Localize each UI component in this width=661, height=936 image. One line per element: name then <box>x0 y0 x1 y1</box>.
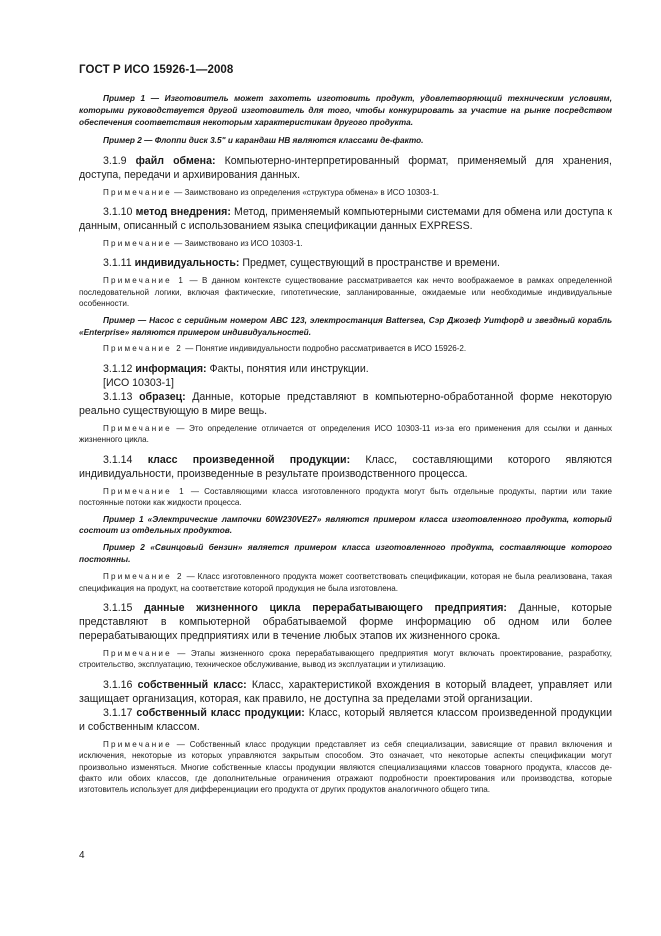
term-3-1-15 <box>79 601 612 643</box>
term-definition: Класс, который является классом произведенной продукции и собственным классом. <box>79 706 612 733</box>
term-name: собственный класс: <box>137 678 247 691</box>
example-2-text: Пример 2 — Флоппи диск 3.5" и карандаш НВ являются классами де-факто. <box>103 134 424 145</box>
note-text: — В данном контексте существование рассматривается как нечто воображаемое в рамках определенной последовательной логики, включая фактические, гипотетические, запланированные, ожидаемые или необходимые индивидуальные особенности. <box>79 276 612 309</box>
standard-header: ГОСТ Р ИСО 15926-1—2008 <box>79 64 234 76</box>
term-3-1-14 <box>79 453 612 481</box>
term-reference: [ИСО 10303-1] <box>103 376 174 389</box>
note-label: Примечание 1 <box>103 276 186 286</box>
term-definition: Факты, понятия или инструкции. <box>209 362 369 375</box>
term-number: 3.1.9 <box>103 154 127 167</box>
term-number: 3.1.10 <box>103 206 133 219</box>
note-1-3-1-14 <box>79 486 612 509</box>
note-2-3-1-11 <box>79 343 612 354</box>
term-name: собственный класс продукции: <box>136 706 305 719</box>
term-number: 3.1.14 <box>103 453 133 466</box>
note-3-1-17 <box>79 739 612 796</box>
page-content <box>79 93 612 796</box>
example-2-3-1-14: Пример 2 «Свинцовый бензин» является примером класса изготовленного продукта, составляющие которого постоянны. <box>79 542 612 565</box>
term-name: информация: <box>135 362 207 375</box>
note-text: — Составляющими класса изготовленного продукта могут быть отдельные продукты, партии или такие постоянные потоки как жидкости процесса. <box>79 486 613 508</box>
term-number: 3.1.13 <box>103 390 133 403</box>
note-text: — Собственный класс продукции представляет из себя специализации, зависящие от правил включения и исключения, некоторые из которых управляются закрытым способом. Это означает, что некоторые аспекты спецификации могут произвольно изменяться. Многие собственные классы продукции являются специализациями классов товарного продукта, классов де-факто или обоих классов, где дополнительные ограничения отражают подробности проектирования или производства, которые изготовитель использует для дифференциации его продукта от других продуктов аналогичного общего типа. <box>79 739 612 795</box>
term-3-1-12 <box>79 362 612 376</box>
note-3-1-10 <box>79 238 612 249</box>
term-number: 3.1.15 <box>103 601 133 614</box>
note-text: — Заимствовано из ИСО 10303-1. <box>174 239 303 249</box>
example-1-text: Пример 1 — Изготовитель может захотеть изготовить продукт, удовлетворяющий техническим условиям, которыми руководствуется другой изготовитель для того, чтобы конкурировать за участие на рынке посредством обеспечения соответствия некоторым характеристикам другого продукта. <box>79 93 612 127</box>
term-name: метод внедрения: <box>135 206 231 219</box>
note-text: — Понятие индивидуальности подробно рассматривается в ИСО 15926-2. <box>185 344 467 354</box>
term-definition: Данные, которые представляют в компьютерной обрабатываемой форме информацию об одном или более перерабатывающих предприятиях или в течение любых этапов их жизненного срока. <box>79 601 612 642</box>
note-label: Примечание <box>103 239 172 249</box>
term-number: 3.1.17 <box>103 706 133 719</box>
note-label: Примечание 2 <box>103 572 184 582</box>
note-label: Примечание <box>103 739 172 749</box>
term-3-1-9 <box>79 154 612 182</box>
page-number: 4 <box>79 850 85 861</box>
term-3-1-11 <box>79 256 612 270</box>
note-2-3-1-14 <box>79 571 612 594</box>
term-name: индивидуальность: <box>134 257 240 270</box>
note-1-3-1-11 <box>79 275 612 309</box>
term-name: класс произведенной продукции: <box>147 453 351 466</box>
term-definition: Компьютерно-интерпретированный формат, применяемый для хранения, доступа, передачи и архивирования данных. <box>79 154 612 181</box>
example-1-3-1-14: Пример 1 «Электрические лампочки 60W230VE27» являются примером класса изготовленного продукта, который состоит из отдельных продуктов. <box>79 513 612 536</box>
term-3-1-17 <box>79 706 612 734</box>
term-definition: Предмет, существующий в пространстве и времени. <box>242 257 500 270</box>
term-3-1-10 <box>79 205 612 233</box>
note-text: — Заимствовано из определения «структура обмена» в ИСО 10303-1. <box>174 187 439 197</box>
term-number: 3.1.16 <box>103 678 133 691</box>
note-label: Примечание 2 <box>103 344 183 354</box>
term-number: 3.1.12 <box>103 362 133 375</box>
term-definition: Метод, применяемый компьютерными системами для обмена или доступа к данным, описанный с использованием языка спецификации данных EXPRESS. <box>79 206 613 233</box>
term-name: образец: <box>139 390 186 403</box>
term-name: файл обмена: <box>135 154 216 167</box>
note-3-1-15 <box>79 648 612 671</box>
note-text: — Класс изготовленного продукта может соответствовать спецификации, которая не была реализована, такая спецификация на продукт, на соответствие которой продукция не была изготовлена. <box>79 572 613 593</box>
note-label: Примечание <box>103 648 172 658</box>
note-label: Примечание <box>103 423 172 433</box>
term-definition: Класс, характеристикой вхождения в который владеет, управляет или защищает организация, которая, как правило, не доступна за пределами этой организации. <box>79 678 612 705</box>
example-3-1-11: Пример — Насос с серийным номером АВС 123, электростанция Battersea, Сэр Джозеф Уитфорд и звездный корабль «Enterprise» являются примером индивидуальностей. <box>79 314 612 337</box>
note-3-1-13 <box>79 423 612 446</box>
term-3-1-16 <box>79 678 612 706</box>
note-text: — Этапы жизненного срока перерабатывающего предприятия могут включать проектирование, разработку, строительство, эксплуатацию, техническое обслуживание, вывод из эксплуатации и утилизацию. <box>79 648 613 670</box>
note-label: Примечание 1 <box>103 486 186 496</box>
term-definition: Данные, которые представляют в компьютерно-обработанной форме некоторую реально существующую в мире вещь. <box>79 390 613 417</box>
note-label: Примечание <box>103 187 172 197</box>
term-number: 3.1.11 <box>103 257 132 270</box>
note-text: — Это определение отличается от определения ИСО 10303-11 из-за его применения для ссылки и данных жизненного цикла. <box>79 423 612 445</box>
term-definition: Класс, составляющими которого являются индивидуальности, произведенные в результате производственного процесса. <box>79 453 612 480</box>
term-3-1-13 <box>79 390 612 418</box>
term-name: данные жизненного цикла перерабатывающего предприятия: <box>144 601 507 614</box>
note-3-1-9 <box>79 187 612 198</box>
